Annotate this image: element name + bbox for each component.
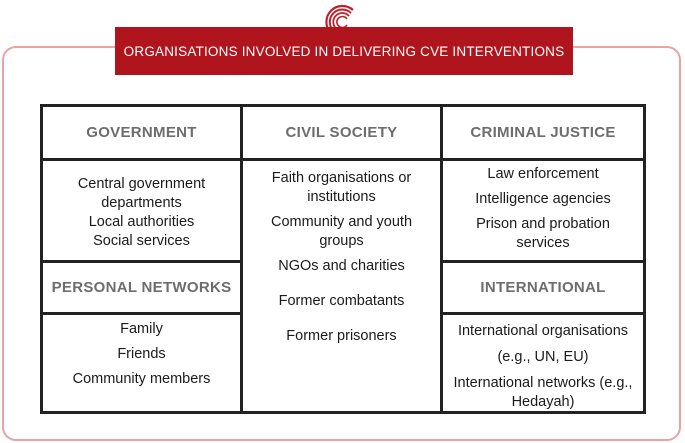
civil-society-header: CIVIL SOCIETY (285, 124, 398, 141)
government-item-local: Local authorities (88, 214, 195, 230)
personal-networks-header: PERSONAL NETWORKS (51, 279, 232, 296)
personal-item-friends: Friends (117, 346, 166, 362)
civil-item-ngos: NGOs and charities (278, 258, 405, 274)
civil-item-community-youth: Community and youth groups (270, 214, 413, 249)
government-item-social: Social services (93, 233, 190, 249)
criminal-justice-items (443, 165, 643, 260)
justice-item-prison: Prison and probation services (476, 216, 610, 251)
civil-item-former-prisoners: Former prisoners (286, 328, 397, 344)
government-header: GOVERNMENT (86, 124, 197, 141)
international-header: INTERNATIONAL (480, 279, 606, 296)
international-item-organisations: International organisations (e.g., UN, EU) (457, 323, 629, 365)
civil-society-items (243, 169, 440, 409)
divider-justice-header (443, 158, 643, 161)
international-item-networks: International networks (e.g., Hedayah) (453, 375, 633, 410)
personal-networks-items (43, 320, 240, 410)
government-item-central: Central government departments (77, 176, 206, 211)
civil-item-faith: Faith organisations or institutions (271, 170, 412, 205)
international-items (443, 318, 643, 410)
civil-item-former-combatants: Former combatants (278, 293, 405, 309)
organisations-grid (40, 104, 646, 414)
divider-international-header (443, 312, 643, 315)
banner-title: ORGANISATIONS INVOLVED IN DELIVERING CVE INTERVENTIONS (115, 27, 573, 75)
criminal-justice-header: CRIMINAL JUSTICE (470, 124, 616, 141)
divider-gov-header (43, 158, 240, 161)
personal-item-family: Family (120, 321, 163, 337)
justice-item-intelligence: Intelligence agencies (475, 191, 611, 207)
divider-civil-header (243, 158, 440, 161)
justice-item-law: Law enforcement (487, 166, 599, 182)
personal-item-community: Community members (72, 371, 211, 387)
divider-personal-header (43, 312, 240, 315)
government-items (43, 175, 240, 260)
